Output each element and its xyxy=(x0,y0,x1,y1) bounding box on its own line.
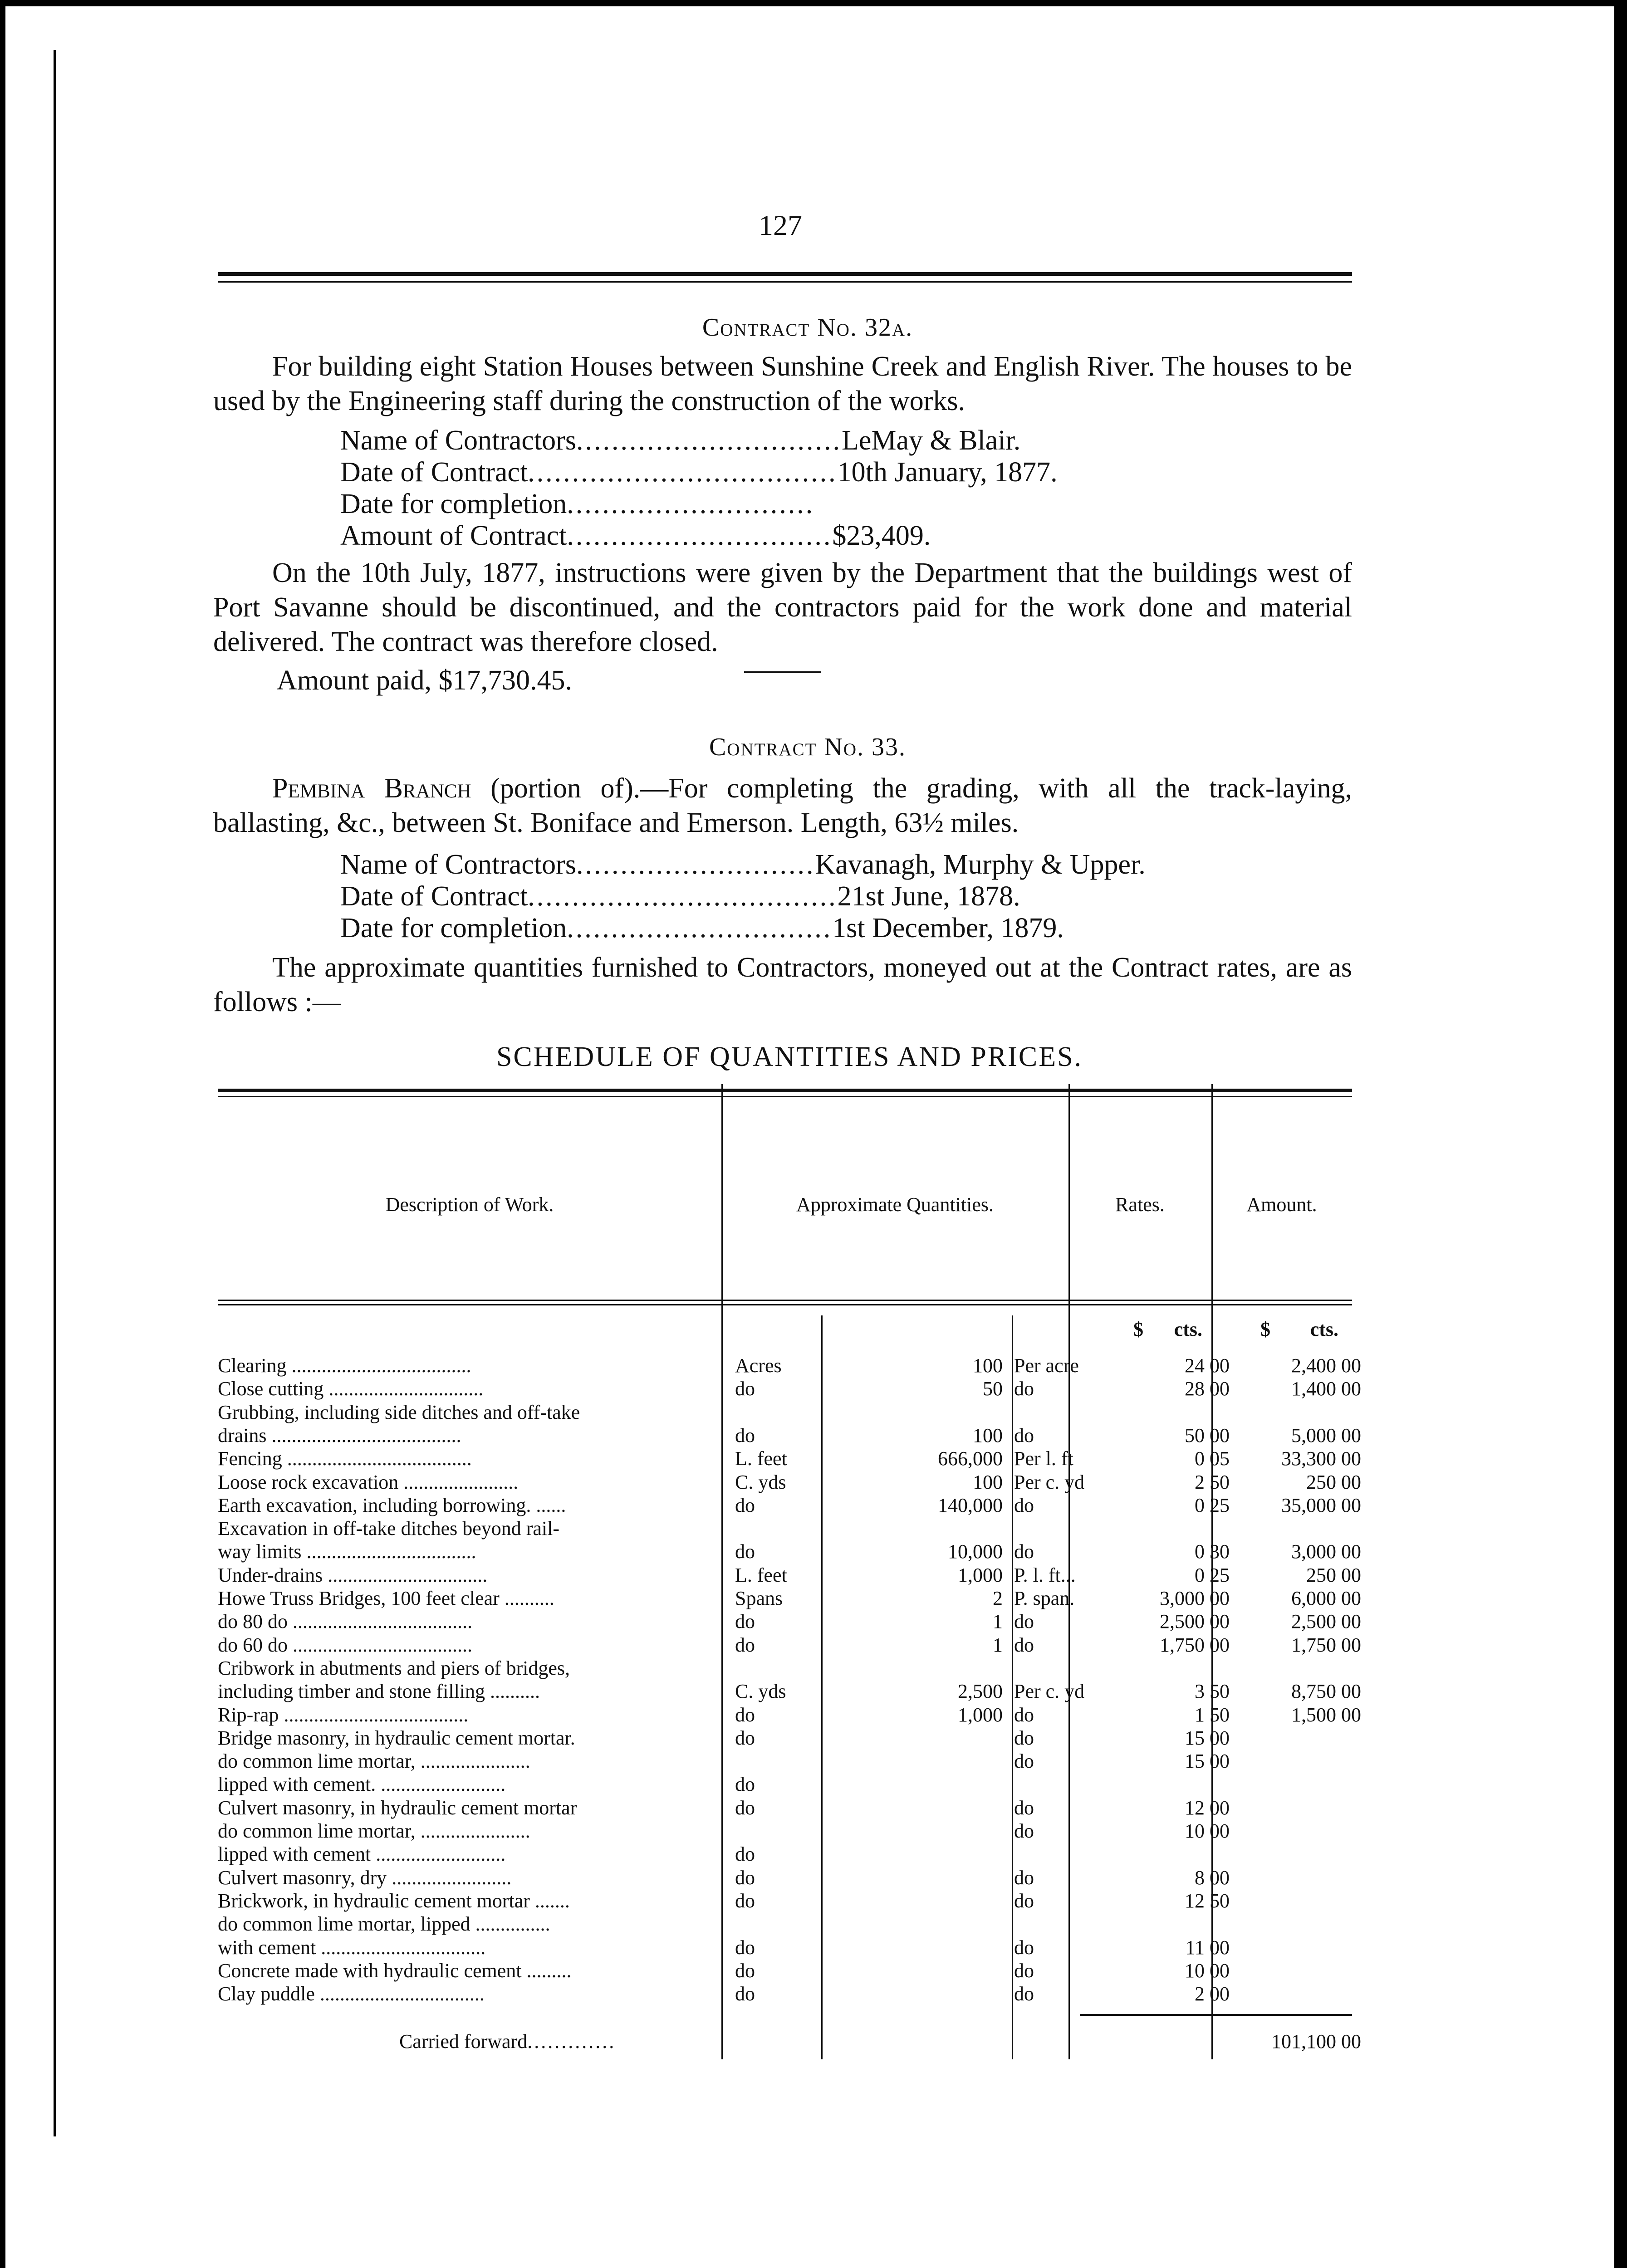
amount-value: 33,300 00 xyxy=(1281,1447,1361,1470)
table-top-rule-thin xyxy=(218,1096,1352,1097)
quantity-unit: Spans xyxy=(735,1587,783,1609)
rate-value: 2,500 00 xyxy=(1160,1610,1230,1633)
quantity-unit: do xyxy=(735,1378,755,1400)
amount-value: 1,400 00 xyxy=(1291,1378,1361,1400)
scan-border-right xyxy=(1614,0,1627,2268)
rate-unit: do xyxy=(1014,1633,1034,1656)
contract-32a-amount-paid: Amount paid, $17,730.45. xyxy=(277,665,572,696)
rate-unit: do xyxy=(1014,1750,1034,1773)
quantity-value: 1 xyxy=(993,1633,1003,1656)
field-label: Amount of Contract xyxy=(340,520,567,551)
rate-value: 15 00 xyxy=(1185,1750,1230,1773)
header-quantities: Approximate Quantities. xyxy=(796,1193,994,1216)
rate-unit: Per c. yd xyxy=(1014,1471,1085,1493)
quantity-unit: L. feet xyxy=(735,1564,787,1586)
table-row xyxy=(218,1657,1352,1680)
quantity-unit: do xyxy=(735,1959,755,1982)
table-row xyxy=(218,1912,1352,1936)
header-rule-thin xyxy=(218,281,1352,283)
table-row xyxy=(218,1540,1361,1564)
carried-forward-row xyxy=(218,2030,1361,2053)
field-value: 10th January, 1877. xyxy=(837,457,1058,488)
rate-unit: do xyxy=(1014,1866,1034,1889)
table-row xyxy=(218,1377,1361,1401)
table-row xyxy=(218,1889,1352,1913)
work-description: do 80 do .................................... xyxy=(218,1610,472,1633)
rate-unit: do xyxy=(1014,1796,1034,1819)
work-description: Grubbing, including side ditches and off-take xyxy=(218,1401,580,1423)
rate-unit: do xyxy=(1014,1703,1034,1726)
table-row xyxy=(218,1587,1361,1610)
work-description: Culvert masonry, in hydraulic cement mortar xyxy=(218,1796,577,1819)
table-row xyxy=(218,1494,1361,1517)
amount-dollars-unit: $ xyxy=(1260,1318,1270,1340)
work-description: Rip-rap ..................................... xyxy=(218,1703,469,1726)
table-row xyxy=(218,1471,1361,1494)
rates-cents-unit: cts. xyxy=(1174,1318,1202,1340)
amount-value: 1,750 00 xyxy=(1291,1633,1361,1656)
contract-32a-field-contractors xyxy=(340,424,1338,457)
rate-unit: do xyxy=(1014,1494,1034,1516)
leader-dots: .............................. xyxy=(567,520,833,551)
rate-unit: do xyxy=(1014,1610,1034,1633)
work-description: with cement ................................. xyxy=(218,1936,486,1959)
rate-unit: do xyxy=(1014,1820,1034,1842)
rate-unit: Per c. yd xyxy=(1014,1680,1085,1703)
field-label: Date of Contract xyxy=(340,881,528,912)
quantity-value: 10,000 xyxy=(948,1540,1003,1563)
rate-unit: do xyxy=(1014,1983,1034,2005)
table-row xyxy=(218,1959,1352,1983)
header-bottom-rule xyxy=(218,1300,1352,1301)
field-value: $23,409. xyxy=(832,520,931,551)
contract-32a-field-completion xyxy=(340,488,1338,520)
quantity-unit: do xyxy=(735,1726,755,1749)
work-description: Loose rock excavation ....................... xyxy=(218,1471,519,1493)
rates-dollars-unit: $ xyxy=(1133,1318,1143,1340)
schedule-title: SCHEDULE OF QUANTITIES AND PRICES. xyxy=(496,1041,1083,1072)
work-description: lipped with cement .......................... xyxy=(218,1843,506,1866)
table-row xyxy=(218,1843,1352,1866)
carried-forward-amount: 101,100 00 xyxy=(1271,2030,1361,2053)
leader-dots: ................................... xyxy=(528,881,838,912)
rate-value: 3,000 00 xyxy=(1160,1587,1230,1609)
field-label: Name of Contractors xyxy=(340,425,576,456)
table-row xyxy=(218,1354,1361,1378)
quantity-value: 2,500 xyxy=(958,1680,1003,1703)
quantity-unit: do xyxy=(735,1983,755,2005)
contract-33-lead: Pembina Branch xyxy=(272,773,471,804)
page-number: 127 xyxy=(759,209,802,241)
rate-value: 0 30 xyxy=(1195,1540,1230,1563)
rate-value: 1 50 xyxy=(1195,1703,1230,1726)
work-description: Close cutting ............................... xyxy=(218,1378,484,1400)
work-description: lipped with cement. ......................... xyxy=(218,1773,506,1796)
quantity-unit: do xyxy=(735,1703,755,1726)
rate-unit: do xyxy=(1014,1959,1034,1982)
field-label: Date for completion xyxy=(340,913,567,943)
table-row xyxy=(218,1424,1361,1447)
contract-33-note: The approximate quantities furnished to Contractors, moneyed out at the Contract rates, are as follows :— xyxy=(213,952,1352,1017)
rate-unit: do xyxy=(1014,1424,1034,1447)
quantity-value: 666,000 xyxy=(938,1447,1003,1470)
quantity-unit: Acres xyxy=(735,1354,782,1377)
leader-dots: ............. xyxy=(527,2030,616,2053)
table-row xyxy=(218,1750,1352,1773)
table-row xyxy=(218,1726,1352,1750)
rate-unit: do xyxy=(1014,1936,1034,1959)
rate-value: 2 50 xyxy=(1195,1471,1230,1493)
amount-value: 5,000 00 xyxy=(1291,1424,1361,1447)
work-description: do 60 do .................................... xyxy=(218,1633,472,1656)
amount-value: 250 00 xyxy=(1306,1564,1361,1586)
section-divider xyxy=(744,671,821,673)
work-description: including timber and stone filling .......... xyxy=(218,1680,540,1703)
header-rule-thick xyxy=(218,272,1352,276)
work-description: Brickwork, in hydraulic cement mortar ....... xyxy=(218,1889,570,1912)
header-rates: Rates. xyxy=(1115,1193,1165,1216)
table-row xyxy=(218,1936,1352,1960)
carried-forward-text: Carried forward xyxy=(399,2030,528,2053)
quantity-value: 1,000 xyxy=(958,1564,1003,1586)
contract-32a-note: On the 10th July, 1877, instructions were given by the Department that the buildings west of Port Savanne should be discontinued, and the contractors paid for the work done and material delivered. The contract was therefore closed. xyxy=(213,557,1352,657)
contract-33-field-completion xyxy=(340,912,1338,944)
quantity-unit: do xyxy=(735,1796,755,1819)
quantity-unit: do xyxy=(735,1540,755,1563)
quantity-unit: do xyxy=(735,1866,755,1889)
work-description: Concrete made with hydraulic cement ......... xyxy=(218,1959,572,1982)
rate-value: 8 00 xyxy=(1195,1866,1230,1889)
leader-dots: ........................... xyxy=(576,849,815,880)
rate-value: 2 00 xyxy=(1195,1983,1230,2005)
table-row xyxy=(218,1703,1361,1727)
quantity-unit: do xyxy=(735,1889,755,1912)
field-label: Date for completion xyxy=(340,489,567,519)
work-description: Howe Truss Bridges, 100 feet clear .......... xyxy=(218,1587,554,1609)
amount-cents-unit: cts. xyxy=(1310,1318,1338,1340)
rate-value: 12 00 xyxy=(1185,1796,1230,1819)
rate-value: 1,750 00 xyxy=(1160,1633,1230,1656)
quantity-unit: C. yds xyxy=(735,1471,786,1493)
binding-edge-line xyxy=(54,50,56,2136)
work-description: do common lime mortar, lipped ............... xyxy=(218,1913,550,1936)
quantity-value: 100 xyxy=(973,1471,1003,1493)
quantity-value: 1,000 xyxy=(958,1703,1003,1726)
table-row xyxy=(218,1680,1361,1703)
rate-value: 10 00 xyxy=(1185,1959,1230,1982)
header-amount: Amount. xyxy=(1246,1193,1317,1216)
contract-33-description xyxy=(213,771,1352,840)
work-description: Excavation in off-take ditches beyond rail- xyxy=(218,1517,560,1540)
work-description: Earth excavation, including borrowing. ...... xyxy=(218,1494,566,1516)
rate-value: 28 00 xyxy=(1185,1378,1230,1400)
scan-border-top xyxy=(0,0,1627,6)
table-row xyxy=(218,1982,1352,2006)
rate-unit: P. span. xyxy=(1014,1587,1075,1609)
work-description: do common lime mortar, ...................... xyxy=(218,1820,530,1842)
quantity-unit: L. feet xyxy=(735,1447,787,1470)
rate-unit: do xyxy=(1014,1889,1034,1912)
table-row xyxy=(218,1447,1361,1471)
table-row xyxy=(218,1819,1352,1843)
table-row xyxy=(218,1796,1352,1820)
amount-value: 2,400 00 xyxy=(1291,1354,1361,1377)
leader-dots: .............................. xyxy=(576,425,842,456)
rate-value: 0 25 xyxy=(1195,1494,1230,1516)
quantity-value: 100 xyxy=(973,1354,1003,1377)
amount-value: 1,500 00 xyxy=(1291,1703,1361,1726)
total-rule xyxy=(1080,2014,1352,2016)
work-description: do common lime mortar, ...................... xyxy=(218,1750,530,1773)
rate-value: 0 25 xyxy=(1195,1564,1230,1586)
quantity-unit: do xyxy=(735,1936,755,1959)
leader-dots: ............................ xyxy=(567,489,815,519)
amount-value: 35,000 00 xyxy=(1281,1494,1361,1516)
quantity-unit: do xyxy=(735,1494,755,1516)
field-label: Name of Contractors xyxy=(340,849,576,880)
amount-value: 6,000 00 xyxy=(1291,1587,1361,1609)
header-description: Description of Work. xyxy=(385,1193,554,1216)
quantity-unit: do xyxy=(735,1424,755,1447)
quantity-value: 2 xyxy=(993,1587,1003,1609)
contract-32a-heading: Contract No. 32a. xyxy=(702,313,913,342)
amount-value: 2,500 00 xyxy=(1291,1610,1361,1633)
leader-dots: ................................... xyxy=(528,457,838,488)
scan-border-left xyxy=(0,0,5,2268)
quantity-unit: do xyxy=(735,1843,755,1866)
table-row xyxy=(218,1610,1361,1633)
quantity-value: 140,000 xyxy=(938,1494,1003,1516)
contract-32a-description: For building eight Station Houses between Sunshine Creek and English River. The houses to be used by the Engineering staff during the construction of the works. xyxy=(213,351,1352,416)
header-bottom-rule-2 xyxy=(218,1304,1352,1305)
rate-unit: do xyxy=(1014,1378,1034,1400)
quantity-unit: do xyxy=(735,1773,755,1796)
table-row xyxy=(218,1517,1352,1540)
work-description: Culvert masonry, dry ........................ xyxy=(218,1866,512,1889)
work-description: Bridge masonry, in hydraulic cement mortar. xyxy=(218,1726,575,1749)
contract-33-field-contractors xyxy=(340,848,1338,881)
work-description: way limits .................................. xyxy=(218,1540,476,1563)
rate-value: 11 00 xyxy=(1185,1936,1230,1959)
quantity-value: 100 xyxy=(973,1424,1003,1447)
table-row xyxy=(218,1401,1352,1424)
work-description: Cribwork in abutments and piers of bridges, xyxy=(218,1657,570,1679)
schedule-table xyxy=(218,1084,1361,2068)
work-description: Clay puddle ................................. xyxy=(218,1983,485,2005)
amount-value: 250 00 xyxy=(1306,1471,1361,1493)
rate-unit: do xyxy=(1014,1540,1034,1563)
contract-32a-field-date xyxy=(340,456,1338,489)
field-label: Date of Contract xyxy=(340,457,528,488)
rate-value: 15 00 xyxy=(1185,1726,1230,1749)
quantity-unit: do xyxy=(735,1633,755,1656)
rate-unit: Per acre xyxy=(1014,1354,1079,1377)
rate-value: 50 00 xyxy=(1185,1424,1230,1447)
amount-value: 3,000 00 xyxy=(1291,1540,1361,1563)
field-value: 21st June, 1878. xyxy=(837,881,1020,912)
amount-value: 8,750 00 xyxy=(1291,1680,1361,1703)
contract-33-heading: Contract No. 33. xyxy=(709,733,907,761)
table-row xyxy=(218,1866,1352,1890)
rate-value: 0 05 xyxy=(1195,1447,1230,1470)
rate-unit: do xyxy=(1014,1726,1034,1749)
table-top-rule-thick xyxy=(218,1089,1352,1092)
rate-unit: Per l. ft xyxy=(1014,1447,1073,1470)
table-row xyxy=(218,1633,1361,1657)
carried-forward-label xyxy=(399,2030,717,2053)
field-value: Kavanagh, Murphy & Upper. xyxy=(815,849,1146,880)
field-value: 1st December, 1879. xyxy=(832,913,1064,943)
quantity-value: 50 xyxy=(983,1378,1003,1400)
rate-value: 10 00 xyxy=(1185,1820,1230,1842)
quantity-value: 1 xyxy=(993,1610,1003,1633)
leader-dots: .............................. xyxy=(567,913,833,943)
rate-unit: P. l. ft... xyxy=(1014,1564,1076,1586)
work-description: drains ...................................... xyxy=(218,1424,461,1447)
field-value: LeMay & Blair. xyxy=(841,425,1021,456)
contract-33-description-text: (portion of).—For completing the grading, with all the track-laying, ballasting, &c., between St. Boniface and Emerson. Length, 63½ miles. xyxy=(213,773,1352,838)
quantity-unit: do xyxy=(735,1610,755,1633)
work-description: Clearing .................................... xyxy=(218,1354,471,1377)
table-row xyxy=(218,1773,1352,1796)
work-description: Under-drains ................................ xyxy=(218,1564,488,1586)
table-row xyxy=(218,1564,1361,1587)
quantity-unit: C. yds xyxy=(735,1680,786,1703)
rate-value: 24 00 xyxy=(1185,1354,1230,1377)
rate-value: 3 50 xyxy=(1195,1680,1230,1703)
rate-value: 12 50 xyxy=(1185,1889,1230,1912)
work-description: Fencing ..................................... xyxy=(218,1447,472,1470)
contract-32a-field-amount xyxy=(340,519,1338,552)
contract-33-field-date xyxy=(340,880,1338,913)
